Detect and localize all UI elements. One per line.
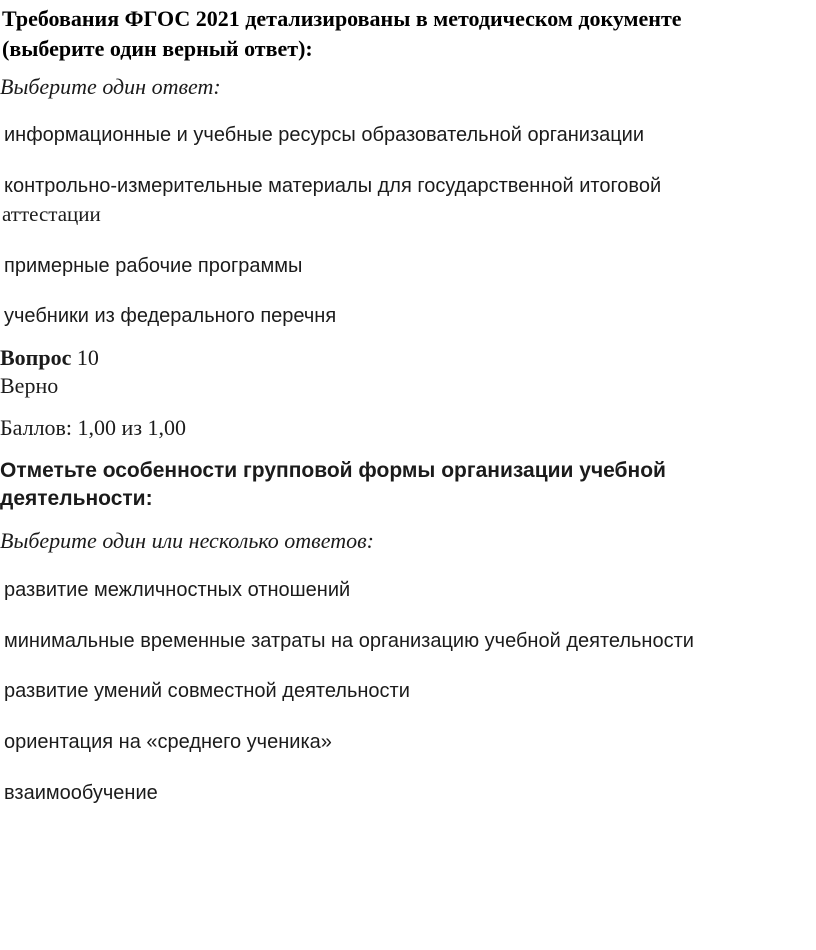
question-10-option-5[interactable]: взаимообучение [4, 782, 158, 804]
question-9-prompt: Выберите один ответ: [0, 74, 221, 99]
question-9-option-3[interactable]: примерные рабочие программы [4, 255, 303, 277]
question-10-prompt: Выберите один или несколько ответов: [0, 528, 374, 553]
question-10-title-line-2: деятельности: [0, 487, 153, 510]
question-10-option-1[interactable]: развитие межличностных отношений [4, 579, 351, 601]
question-9-option-2[interactable]: контрольно-измерительные материалы для государственной итоговой [4, 175, 662, 197]
question-10-title-line-1: Отметьте особенности групповой формы организации учебной [0, 459, 666, 482]
question-10-option-4[interactable]: ориентация на «среднего ученика» [4, 731, 332, 753]
question-10-header [0, 344, 99, 372]
question-10-option-3[interactable]: развитие умений совместной деятельности [4, 680, 410, 702]
question-9-option-4[interactable]: учебники из федерального перечня [4, 305, 337, 327]
question-9-title-line-1: Требования ФГОС 2021 детализированы в методическом документе [2, 6, 682, 31]
question-9-option-2-continuation-text: аттестации [2, 202, 101, 226]
question-9-title-line-2: (выберите один верный ответ): [2, 36, 313, 61]
question-10-status: Верно [0, 373, 59, 398]
question-10-option-2[interactable]: минимальные временные затраты на организацию учебной деятельности [4, 630, 694, 652]
question-label: Вопрос [0, 345, 72, 370]
question-9-option-1[interactable]: информационные и учебные ресурсы образовательной организации [4, 124, 645, 146]
question-number: 10 [76, 345, 99, 370]
question-10-score: Баллов: 1,00 из 1,00 [0, 415, 187, 440]
question-9-option-2-continuation [2, 200, 101, 229]
